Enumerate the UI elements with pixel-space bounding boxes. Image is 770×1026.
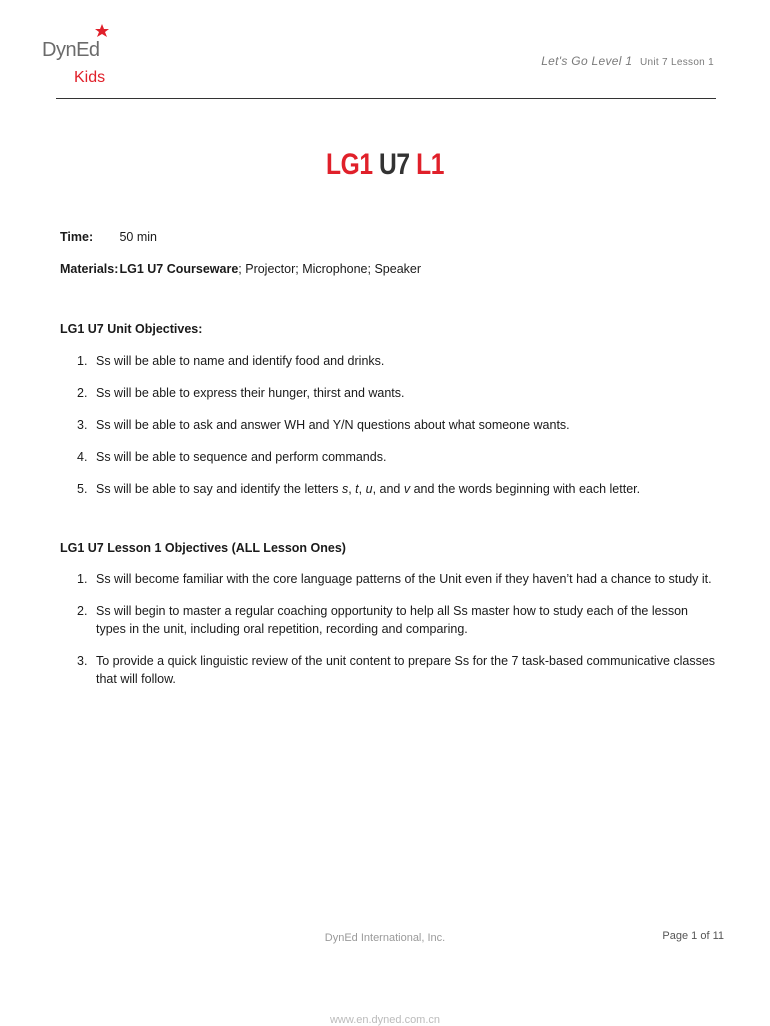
- title-lesson: L1: [416, 148, 445, 181]
- star-icon: [95, 24, 109, 37]
- title-unit: U7: [379, 148, 410, 181]
- time-row: [60, 230, 157, 244]
- lesson-objectives-list: [60, 570, 720, 702]
- footer-company: DynEd International, Inc.: [324, 932, 446, 944]
- time-value: 50 min: [119, 230, 158, 244]
- header-divider: [56, 98, 716, 99]
- materials-courseware: LG1 U7 Courseware: [119, 262, 239, 276]
- unit-objectives-list: [60, 352, 720, 512]
- list-item: 5. Ss will be able to say and identify the letters s, t, u, and v and the words beginning with each letter.: [77, 482, 641, 496]
- title-level: LG1: [325, 148, 373, 181]
- logo-kids-text: Kids: [74, 69, 106, 86]
- materials-equipment: ; Projector; Microphone; Speaker: [238, 262, 422, 276]
- list-item: 4. Ss will be able to sequence and perform commands.: [77, 450, 387, 464]
- header-unit-lesson: Unit 7 Lesson 1: [640, 57, 714, 68]
- list-item: 2. Ss will begin to master a regular coaching opportunity to help all Ss master how to study each of the lesson types in the unit, including oral repetition, recording and comparing.: [77, 604, 688, 636]
- lesson-objectives-heading: LG1 U7 Lesson 1 Objectives (ALL Lesson Ones): [60, 541, 346, 555]
- materials-row: [60, 262, 421, 276]
- page-title: [69, 148, 700, 182]
- list-item: 2. Ss will be able to express their hunger, thirst and wants.: [77, 386, 405, 400]
- dyned-kids-logo-graphic: [40, 22, 120, 92]
- list-item: 1. Ss will be able to name and identify food and drinks.: [77, 354, 385, 368]
- header-course-reference: [541, 54, 714, 68]
- dyned-kids-logo: [40, 22, 120, 92]
- list-item: 1. Ss will become familiar with the core language patterns of the Unit even if they haven’t had a chance to study it.: [77, 572, 712, 586]
- page-number: Page 1 of 11: [662, 930, 724, 942]
- list-item: 3. To provide a quick linguistic review of the unit content to prepare Ss for the 7 task-based communicative classes that will follow.: [77, 654, 716, 686]
- materials-value: [119, 262, 421, 276]
- list-item: 3. Ss will be able to ask and answer WH and Y/N questions about what someone wants.: [77, 418, 570, 432]
- footer-url[interactable]: www.en.dyned.com.cn: [329, 1014, 441, 1026]
- unit-objectives-heading: LG1 U7 Unit Objectives:: [60, 322, 203, 336]
- logo-brand-text: DynEd: [42, 39, 100, 61]
- header-course: Let's Go Level 1: [541, 54, 633, 68]
- materials-label: Materials:: [60, 262, 119, 276]
- time-label: Time:: [60, 230, 94, 244]
